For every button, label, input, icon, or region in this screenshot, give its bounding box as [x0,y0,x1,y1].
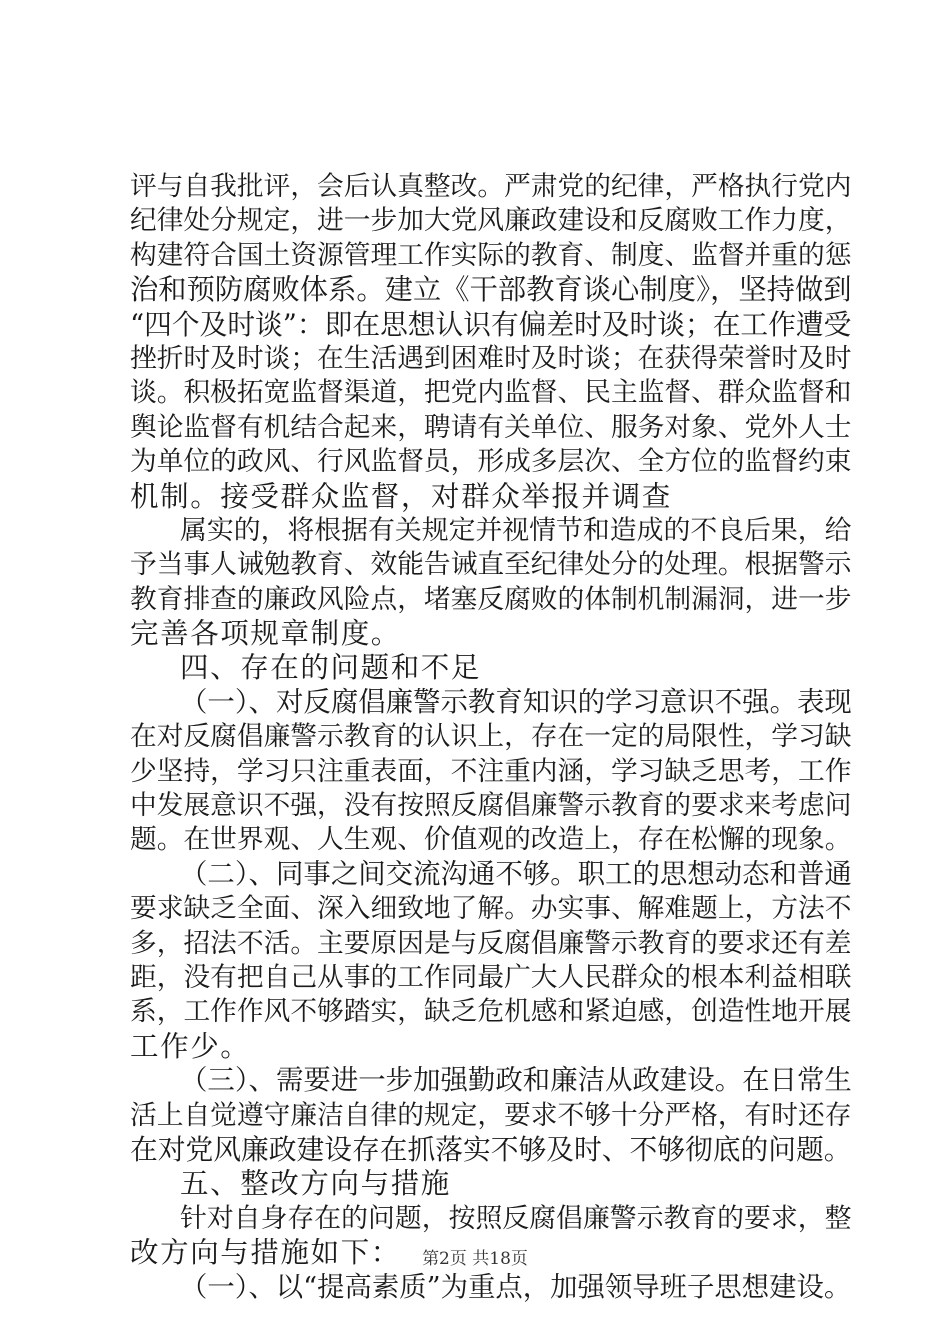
text-line: （一）、以“提高素质”为重点，加强领导班子思想建设。 [180,1271,852,1303]
text-line: 完善各项规章制度。 [130,617,401,651]
text-line: “四个及时谈”：即在思想认识有偏差时及时谈；在工作遭受 [130,307,852,341]
text-line: 多，招法不活。主要原因是与反腐倡廉警示教育的要求还有差 [130,927,852,959]
text-line: 改方向与措施如下： [130,1236,401,1270]
text-line: 属实的，将根据有关规定并视情节和造成的不良后果，给 [180,514,852,546]
text-line: 舆论监督有机结合起来，聘请有关单位、服务对象、党外人士 [130,411,852,443]
text-line: 距，没有把自己从事的工作同最广大人民群众的根本利益相联 [130,961,852,993]
text-line: 系，工作作风不够踏实，缺乏危机感和紧迫感，创造性地开展 [130,996,852,1028]
text-line: 少坚持，学习只注重表面，不注重内涵，学习缺乏思考，工作 [130,755,852,787]
text-line: 谈。积极拓宽监督渠道，把党内监督、民主监督、群众监督和 [130,377,852,409]
text-line: 机制。接受群众监督，对群众举报并调查 [130,479,672,513]
text-line: 要求缺乏全面、深入细致地了解。办实事、解难题上，方法不 [130,893,852,925]
text-line: 纪律处分规定，进一步加大党风廉政建设和反腐败工作力度， [130,205,852,237]
text-line: 评与自我批评，会后认真整改。严肃党的纪律，严格执行党内 [130,171,852,202]
text-line: 题。在世界观、人生观、价值观的改造上，存在松懈的现象。 [130,824,852,856]
text-line: 活上自觉遵守廉洁自律的规定，要求不够十分严格，有时还存 [130,1099,852,1131]
text-line: 针对自身存在的问题，按照反腐倡廉警示教育的要求，整 [180,1202,852,1234]
document-body [130,170,850,1305]
text-line: 为单位的政风、行风监督员，形成多层次、全方位的监督约束 [130,446,852,478]
text-line: 中发展意识不强，没有按照反腐倡廉警示教育的要求来考虑问 [130,790,852,822]
text-line: （三）、需要进一步加强勤政和廉洁从政建设。在日常生 [180,1065,852,1097]
text-line: （一）、对反腐倡廉警示教育知识的学习意识不强。表现 [180,686,852,718]
text-line: 在对党风廉政建设存在抓落实不够及时、不够彻底的问题。 [130,1132,852,1166]
text-line: 在对反腐倡廉警示教育的认识上，存在一定的局限性，学习缺 [130,721,852,753]
text-line: 挫折时及时谈；在生活遇到困难时及时谈；在获得荣誉时及时 [130,342,852,374]
text-line: 教育排查的廉政风险点，堵塞反腐败的体制机制漏洞，进一步 [130,583,852,615]
text-line: 工作少。 [130,1029,251,1063]
text-line: 五、整改方向与措施 [180,1167,451,1201]
text-line: （二）、同事之间交流沟通不够。职工的思想动态和普通 [180,858,852,890]
text-line: 治和预防腐败体系。建立《干部教育谈心制度》，坚持做到 [130,273,852,307]
text-line: 四、存在的问题和不足 [180,651,482,685]
text-line: 构建符合国土资源管理工作实际的教育、制度、监督并重的惩 [130,239,852,271]
text-line: 予当事人诫勉教育、效能告诫直至纪律处分的处理。根据警示 [130,549,852,581]
page-number-footer: 第2页 共18页 [422,1249,528,1269]
